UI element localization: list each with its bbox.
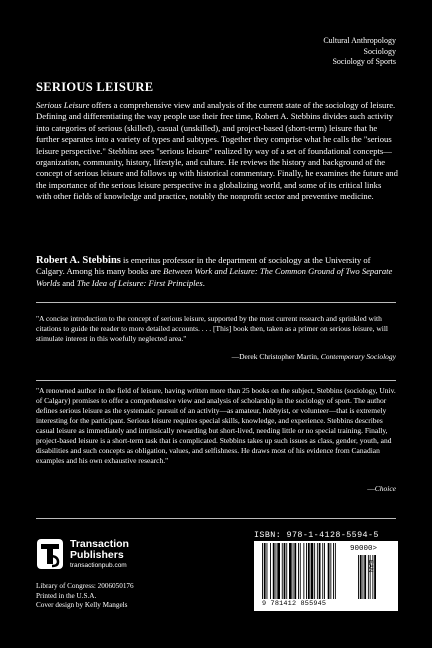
description-body: offers a comprehensive view and analysis of the current state of the sociology of leisure. Defining and differentiating the way people use their free time, Robert A. Stebbins divides such activity into categories of serious (skilled), casual (unskilled), and project-based (short-term) leisure that he further separates into a variety of types and subtypes. Together they comprise what he calls the "serious leisure perspective." Stebbins sees "serious leisure" realized by way of a set of foundational concepts—organization, community, history, lifestyle, and culture. He reviews the history and background of the concept of serious leisure and follows up with historical commentary. Finally, he examines the future and the importance of the serious leisure perspective in a globalizing world, and some of its critical links with other fields of knowledge and practice, notably the nonprofit sector and preventive medicine. [36, 100, 398, 202]
publisher-logo [36, 538, 129, 570]
divider [36, 302, 396, 303]
review-source-1: Contemporary Sociology [320, 352, 396, 361]
review-attribution-2-dash: — [367, 484, 375, 493]
printed-in: Printed in the U.S.A. [36, 591, 97, 600]
library-of-congress: Library of Congress: 2006050176 [36, 582, 134, 590]
imprint-info [36, 582, 134, 611]
author-bio [36, 255, 398, 289]
book-title: SERIOUS LEISURE [36, 80, 154, 94]
author-bio-end: . [202, 277, 205, 288]
divider [36, 518, 396, 519]
category-cultural-anthropology: Cultural Anthropology [323, 36, 396, 45]
author-book-1: Between Work and Leisure: The Common Ground of Two Separate Worlds [36, 266, 393, 288]
divider [36, 380, 396, 381]
author-book-2: The Idea of Leisure: First Principles [76, 277, 203, 288]
publisher-name-line-1: Transaction [70, 537, 129, 550]
author-bio-text-1: is emeritus professor in the department of sociology at the University of Calgary. Among his many books are [36, 255, 371, 277]
author-bio-text-2: and [60, 277, 77, 288]
author-name: Robert A. Stebbins [36, 255, 121, 266]
category-sociology-of-sports: Sociology of Sports [332, 57, 396, 66]
category-sociology: Sociology [363, 46, 396, 56]
description-book-title: Serious Leisure [36, 100, 90, 110]
review-quote-2: "A renowned author in the field of leisure, having written more than 25 books on the subject, Stebbins (sociology, Univ. of Calgary) promises to offer a comprehensive view and analysis of scholarship in the sociology of sport. The author defines serious leisure as the systematic pursuit of an activity—as amateur, hobbyist, or volunteer—that is extremely interesting for the participant. Serious leisure requires special skills, knowledge, and experience. Stebbins describes casual leisure as immediately and intrinsically rewarding but short-lived, needing little or no special training. Finally, project-based leisure is a short-term task that is complicated. Stebbins takes up such issues as class, gender, youth, and disabilities and such concepts as obligation, values, and selfishness. He draws most of his evidence from Canadian examples and his own exhaustive research." [36, 386, 396, 465]
subject-categories [323, 36, 396, 68]
publisher-website: transactionpub.com [70, 561, 127, 569]
review-attribution-1-author: —Derek Christopher Martin, [231, 352, 321, 361]
price-addon: 90000> [350, 545, 378, 553]
transaction-publishers-logo-icon [36, 538, 64, 570]
ean-label: EAN [367, 559, 374, 573]
review-quote-1: "A concise introduction to the concept of serious leisure, supported by the most current research and sprinkled with citations to guide the reader to more detailed accounts. . . . [This] book then, taken as a primer on serious leisure, will stimulate interest in this woefully neglected area." [36, 314, 388, 343]
isbn-label: ISBN: 978-1-4128-5594-5 [254, 530, 379, 540]
review-attribution-2 [36, 484, 396, 494]
barcode [254, 541, 398, 611]
cover-design-credit: Cover design by Kelly Mangels [36, 601, 128, 609]
review-attribution-1 [36, 352, 396, 362]
publisher-name-line-2: Publishers [70, 548, 124, 561]
book-description [36, 100, 398, 203]
review-source-2: Choice [374, 484, 396, 493]
barcode-digits: 9 781412 855945 [262, 600, 327, 608]
